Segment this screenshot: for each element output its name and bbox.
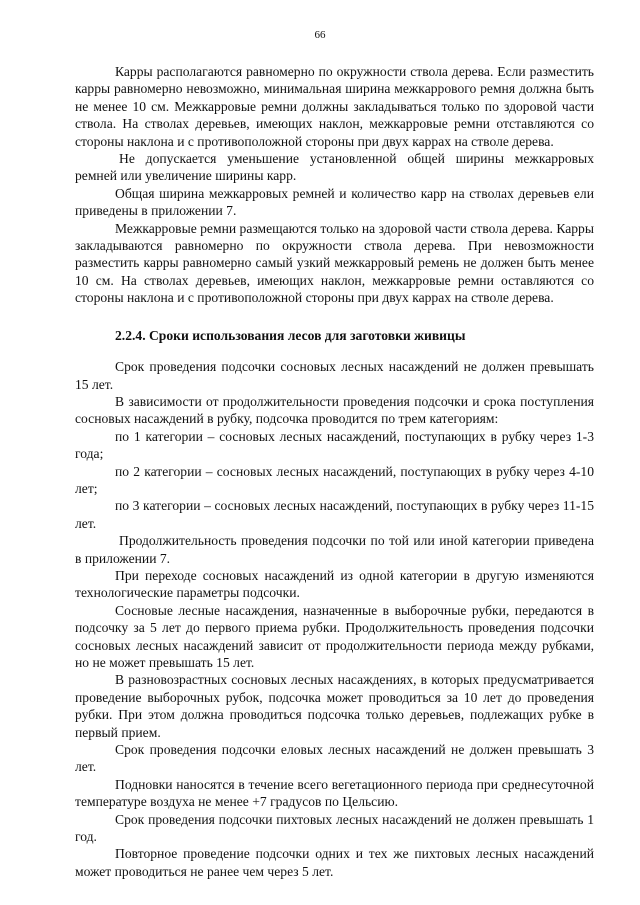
section-heading: 2.2.4. Сроки использования лесов для заготовки живицы xyxy=(115,327,466,343)
paragraph-carr-placement: Карры располагаются равномерно по окружности ствола дерева. Если разместить карры равномерно невозможно, минимальная ширина межкаррового ремня должна быть не менее 10 см. Межкарровые ремни должны закладываться только по здоровой части ствола. На стволах деревьев, имеющих наклон, межкарровые ремни отставляются со стороны наклона и с противоположной стороны при двух каррах на стволе дерева. xyxy=(75,64,594,149)
paragraph-belt-placement: Межкарровые ремни размещаются только на здоровой части ствола дерева. Карры закладываются равномерно по окружности ствола дерева. При невозможности разместить карры равномерно самый узкий межкарровый ремень не должен быть менее 10 см. На стволах деревьев, имеющих наклон, межкарровые ремни оставляются со стороны наклона и с противоположной стороны при двух каррах на стволе дерева. xyxy=(75,220,594,306)
paragraph-renewal-cuts: Подновки наносятся в течение всего вегетационного периода при среднесуточной температуре воздуха не менее +7 градусов по Цельсию. xyxy=(75,776,594,810)
list-item-category-2: по 2 категории – сосновых лесных насаждений, поступающих в рубку через 4-10 лет; xyxy=(75,463,594,496)
paragraph-width-restriction: Не допускается уменьшение установленной общей ширины межкарровых ремней или увеличение ширины карр. xyxy=(75,151,594,184)
paragraph-uneven-aged: В разновозрастных сосновых лесных насаждениях, в которых предусматривается проведение выборочных рубок, подсочка может проводиться за 10 лет до проведения рубки. При этом должна проводиться подсочка только деревьев, подлежащих рубке в первый прием. xyxy=(75,672,594,740)
page-number: 66 xyxy=(314,29,326,41)
paragraph-selective-felling: Сосновые лесные насаждения, назначенные в выборочные рубки, передаются в подсочку за 5 лет до первого приема рубки. Продолжительность проведения подсочки сосновых лесных насаждений зависит от продолжительности периода между рубками, но не может превышать 15 лет. xyxy=(75,602,594,670)
list-item-category-3: по 3 категории – сосновых лесных насаждений, поступающих в рубку через 11-15 лет. xyxy=(75,498,594,531)
paragraph-spruce-appendix: Общая ширина межкарровых ремней и количество карр на стволах деревьев ели приведены в приложении 7. xyxy=(75,185,594,219)
paragraph-fir-repeat: Повторное проведение подсочки одних и тех же пихтовых лесных насаждений может проводиться не ранее чем через 5 лет. xyxy=(75,846,594,879)
document-body xyxy=(75,63,594,880)
paragraph-pine-term: Срок проведения подсочки сосновых лесных насаждений не должен превышать 15 лет. xyxy=(75,359,594,392)
paragraph-fir-term: Срок проведения подсочки пихтовых лесных насаждений не должен превышать 1 год. xyxy=(75,811,594,845)
paragraph-categories-intro: В зависимости от продолжительности проведения подсочки и срока поступления сосновых насаждений в рубку, подсочка проводится по трем категориям: xyxy=(75,393,594,427)
paragraph-spruce-term: Срок проведения подсочки еловых лесных насаждений не должен превышать 3 лет. xyxy=(75,742,594,775)
list-item-category-1: по 1 категории – сосновых лесных насаждений, поступающих в рубку через 1-3 года; xyxy=(75,428,594,462)
paragraph-category-transition: При переходе сосновых насаждений из одной категории в другую изменяются технологические параметры подсочки. xyxy=(75,567,594,601)
paragraph-duration-appendix: Продолжительность проведения подсочки по той или иной категории приведена в приложении 7. xyxy=(75,533,594,566)
